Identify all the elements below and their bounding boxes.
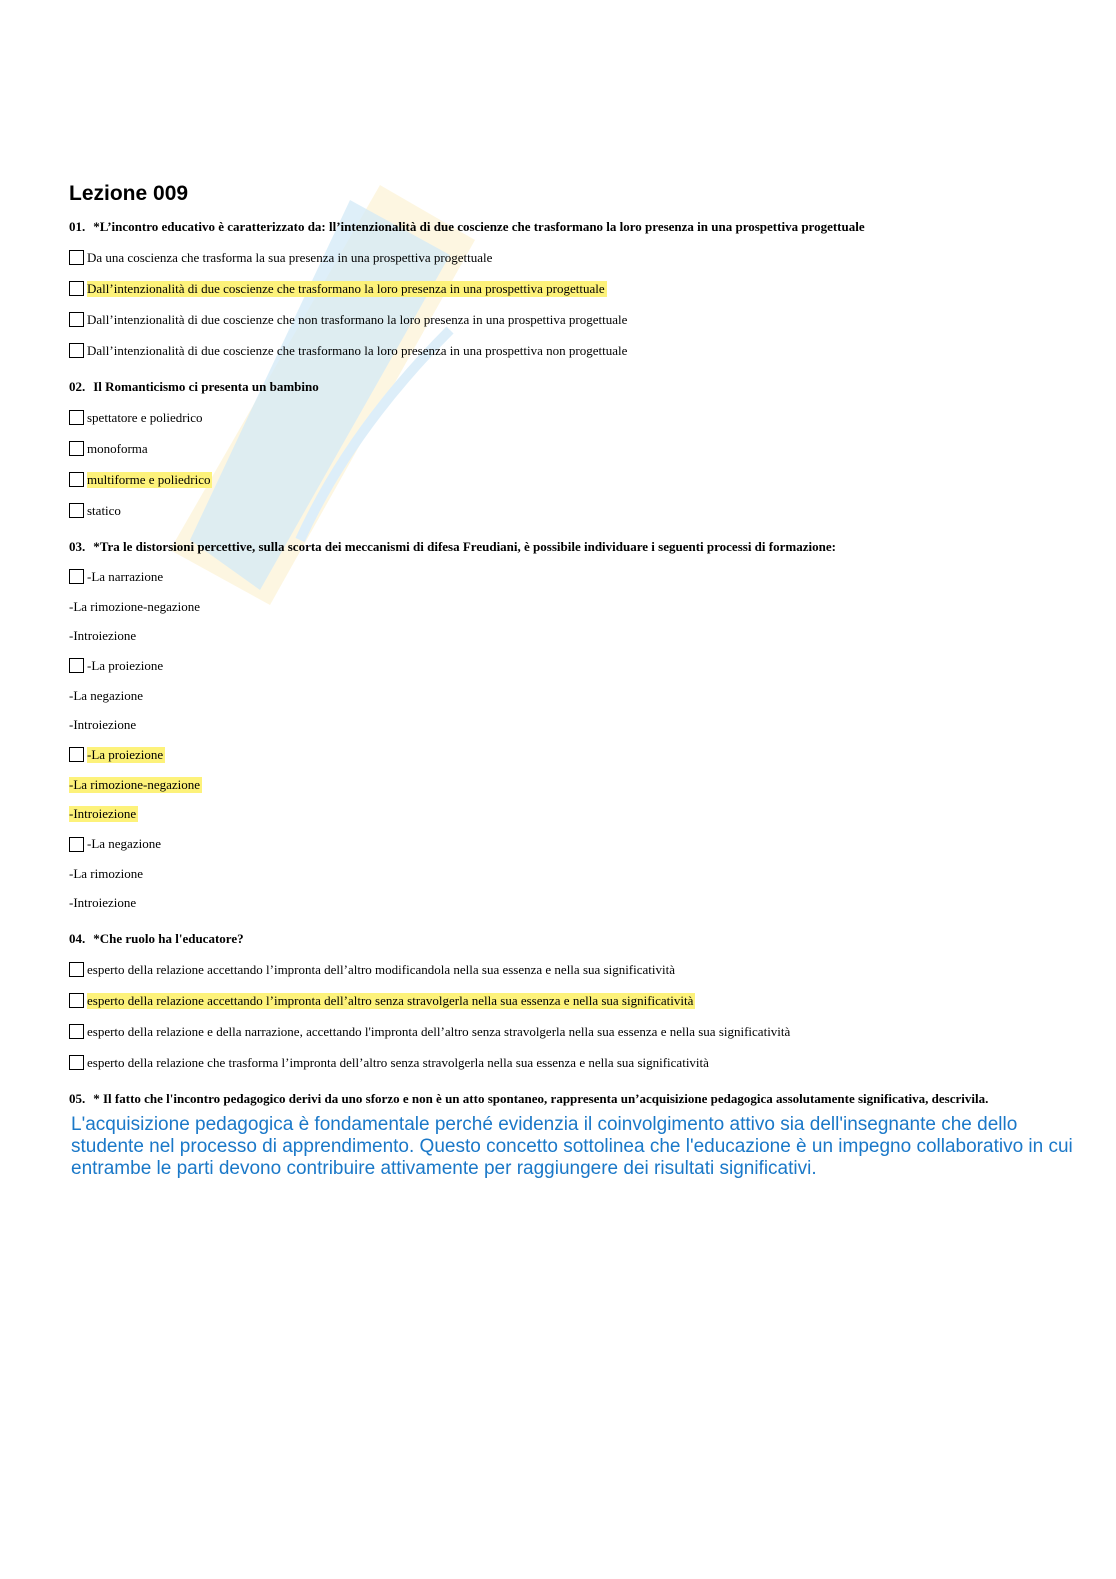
option-text: -La negazione	[69, 687, 143, 703]
answer-option-continuation	[69, 859, 1079, 889]
question-list	[69, 220, 1079, 1180]
answer-option-continuation	[69, 800, 1079, 830]
answer-option[interactable]	[69, 562, 1079, 592]
question-text: *L’incontro educativo è caratterizzato da: ll’intenzionalità di due coscienze che trasformano la loro presenza in una prospettiva progettuale	[93, 219, 865, 234]
option-text: -Introiezione	[69, 895, 137, 911]
option-text: -La rimozione-negazione	[69, 776, 201, 792]
question-2	[69, 380, 1079, 526]
answer-option[interactable]	[69, 1047, 1079, 1078]
answer-option[interactable]	[69, 740, 1079, 770]
answer-option[interactable]	[69, 402, 1079, 433]
option-text: -La negazione	[87, 836, 161, 852]
option-checkbox[interactable]	[69, 962, 84, 977]
answer-option[interactable]	[69, 464, 1079, 495]
option-checkbox[interactable]	[69, 1024, 84, 1039]
option-checkbox[interactable]	[69, 312, 84, 327]
answer-option[interactable]	[69, 433, 1079, 464]
option-text: Da una coscienza che trasforma la sua presenza in una prospettiva progettuale	[87, 249, 493, 265]
answer-option-continuation	[69, 681, 1079, 711]
answer-option-continuation	[69, 770, 1079, 800]
option-text: Dall’intenzionalità di due coscienze che trasformano la loro presenza in una prospettiva non progettuale	[87, 342, 628, 358]
option-checkbox[interactable]	[69, 993, 84, 1008]
option-text: -La rimozione	[69, 865, 143, 881]
option-text: esperto della relazione e della narrazione, accettando l'impronta dell’altro senza stravolgerla nella sua essenza e nella sua significatività	[87, 1023, 791, 1039]
option-text: -La narrazione	[87, 568, 164, 584]
answer-option[interactable]	[69, 304, 1079, 335]
option-checkbox[interactable]	[69, 250, 84, 265]
option-checkbox[interactable]	[69, 441, 84, 456]
option-text: Dall’intenzionalità di due coscienze che trasformano la loro presenza in una prospettiva progettuale	[87, 280, 605, 296]
option-text: Dall’intenzionalità di due coscienze che non trasformano la loro presenza in una prospettiva progettuale	[87, 311, 628, 327]
answer-option[interactable]	[69, 242, 1079, 273]
option-text: -La proiezione	[87, 746, 164, 762]
written-answer: L'acquisizione pedagogica è fondamentale perché evidenzia il coinvolgimento attivo sia dell'insegnante che dello studente nel processo di apprendimento. Questo concetto sottolinea che l'educazione è un impegno collaborativo in cui entrambe le parti devono contribuire attivamente per raggiungere dei risultati significativi.	[71, 1114, 1073, 1180]
option-text: multiforme e poliedrico	[87, 471, 211, 487]
option-text: spettatore e poliedrico	[87, 409, 203, 425]
question-number: 05.	[69, 1091, 86, 1107]
option-checkbox[interactable]	[69, 747, 84, 762]
answer-option[interactable]	[69, 335, 1079, 366]
question-heading	[69, 1092, 1079, 1106]
question-5	[69, 1092, 1079, 1180]
option-text: esperto della relazione accettando l’impronta dell’altro senza stravolgerla nella sua essenza e nella sua significatività	[87, 992, 694, 1008]
question-number: 04.	[69, 931, 86, 947]
option-text: statico	[87, 502, 121, 518]
option-text: -Introiezione	[69, 806, 137, 822]
question-number: 02.	[69, 379, 86, 394]
document-page	[69, 180, 1079, 1194]
question-text: * Il fatto che l'incontro pedagogico derivi da uno sforzo e non è un atto spontaneo, rappresenta un’acquisizione pedagogica assolutamente significativa, descrivila.	[93, 1091, 989, 1107]
answer-option-continuation	[69, 592, 1079, 622]
answer-option[interactable]	[69, 273, 1079, 304]
option-checkbox[interactable]	[69, 837, 84, 852]
option-text: -Introiezione	[69, 717, 137, 733]
answer-option-continuation	[69, 710, 1079, 740]
option-checkbox[interactable]	[69, 569, 84, 584]
option-checkbox[interactable]	[69, 343, 84, 358]
option-checkbox[interactable]	[69, 472, 84, 487]
option-text: monoforma	[87, 440, 148, 456]
question-heading	[69, 220, 1079, 234]
answer-option-continuation	[69, 621, 1079, 651]
option-checkbox[interactable]	[69, 658, 84, 673]
question-3	[69, 540, 1079, 918]
option-checkbox[interactable]	[69, 503, 84, 518]
option-checkbox[interactable]	[69, 410, 84, 425]
question-heading	[69, 932, 1079, 946]
answer-option[interactable]	[69, 1016, 1079, 1047]
option-text: -La rimozione-negazione	[69, 598, 201, 614]
option-checkbox[interactable]	[69, 281, 84, 296]
option-text: esperto della relazione che trasforma l’impronta dell’altro senza stravolgerla nella sua essenza e nella sua significatività	[87, 1054, 709, 1070]
answer-option[interactable]	[69, 954, 1079, 985]
answer-option[interactable]	[69, 829, 1079, 859]
question-text: Il Romanticismo ci presenta un bambino	[93, 379, 319, 394]
question-heading	[69, 380, 1079, 394]
option-text: -La proiezione	[87, 657, 164, 673]
question-4	[69, 932, 1079, 1078]
question-number: 03.	[69, 539, 86, 554]
question-heading	[69, 540, 1079, 554]
question-1	[69, 220, 1079, 366]
answer-option-continuation	[69, 889, 1079, 919]
page-title: Lezione 009	[69, 182, 189, 205]
question-number: 01.	[69, 219, 86, 234]
answer-option[interactable]	[69, 495, 1079, 526]
option-text: esperto della relazione accettando l’impronta dell’altro modificandola nella sua essenza e nella sua significatività	[87, 961, 676, 977]
option-checkbox[interactable]	[69, 1055, 84, 1070]
option-text: -Introiezione	[69, 628, 137, 644]
answer-option[interactable]	[69, 985, 1079, 1016]
question-text: *Tra le distorsioni percettive, sulla scorta dei meccanismi di difesa Freudiani, è possibile individuare i seguenti processi di formazione:	[93, 539, 836, 554]
answer-option[interactable]	[69, 651, 1079, 681]
question-text: *Che ruolo ha l'educatore?	[93, 931, 244, 947]
